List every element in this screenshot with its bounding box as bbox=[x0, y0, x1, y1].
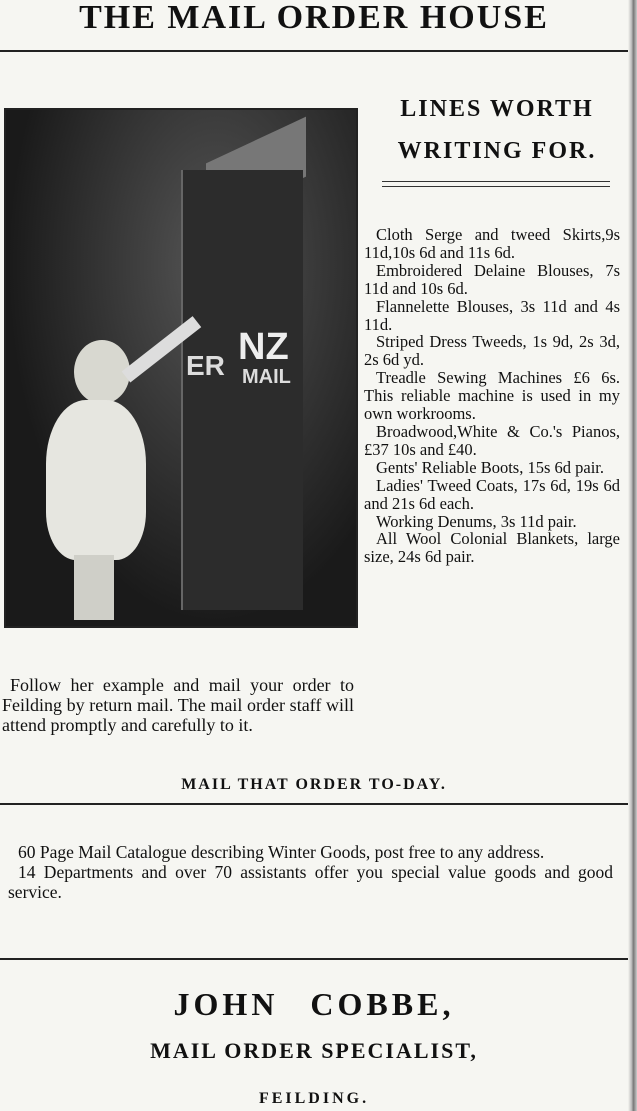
info-catalogue: 60 Page Mail Catalogue describing Winter Goods, post free to any address. bbox=[18, 842, 545, 862]
mailbox-sign-mail: MAIL bbox=[242, 366, 291, 388]
headline-rule bbox=[0, 50, 628, 52]
lines-heading-line1: LINES WORTH bbox=[400, 96, 594, 122]
lines-rule-bottom bbox=[382, 186, 610, 187]
list-item: Ladies' Tweed Coats, 17s 6d, 19s 6d and 21s 6d each. bbox=[364, 475, 620, 513]
list-item: All Wool Colonial Blankets, large size, 24s 6d pair. bbox=[364, 529, 620, 567]
girl-legs bbox=[74, 555, 114, 620]
list-item: Cloth Serge and tweed Skirts,9s 11d,10s 6d and 11s 6d. bbox=[364, 225, 620, 262]
info-block bbox=[8, 842, 613, 902]
list-item: Working Denums, 3s 11d pair. bbox=[376, 511, 577, 531]
lines-heading-line2: WRITING FOR. bbox=[397, 138, 597, 164]
merchant-title: MAIL ORDER SPECIALIST, bbox=[150, 1038, 478, 1063]
list-item: Striped Dress Tweeds, 1s 9d, 2s 3d, 2s 6d yd. bbox=[364, 332, 620, 370]
list-item: Flannelette Blouses, 3s 11d and 4s 11d. bbox=[364, 296, 620, 334]
girl-dress bbox=[46, 400, 146, 560]
mailbox bbox=[181, 170, 303, 610]
lines-rule-top bbox=[382, 181, 610, 182]
mailbox-sign-nz: NZ bbox=[238, 326, 289, 368]
merchant-town: FEILDING. bbox=[258, 1090, 370, 1107]
info-departments: 14 Departments and over 70 assistants offer you special value goods and good service. bbox=[8, 862, 613, 902]
list-item: Gents' Reliable Boots, 15s 6d pair. bbox=[376, 457, 604, 477]
info-rule bbox=[0, 958, 628, 960]
list-item: Embroidered Delaine Blouses, 7s 11d and 10s 6d. bbox=[364, 260, 620, 298]
merchant-name: JOHN COBBE, bbox=[173, 986, 455, 1022]
page-headline: THE MAIL ORDER HOUSE bbox=[79, 0, 549, 36]
photo-caption: Follow her example and mail your order to Feilding by return mail. The mail order staff will attend promptly and carefully to it. bbox=[2, 675, 354, 735]
girl-posting-letter-photo bbox=[4, 108, 358, 628]
call-to-action: MAIL THAT ORDER TO-DAY. bbox=[181, 776, 447, 793]
lines-heading bbox=[372, 88, 622, 172]
girl-figure bbox=[36, 340, 156, 620]
product-list bbox=[364, 226, 620, 566]
list-item: Treadle Sewing Machines £6 6s. This reliable machine is used in my own workrooms. bbox=[364, 368, 620, 424]
cta-rule bbox=[0, 803, 628, 805]
mailbox-sign-er: ER bbox=[186, 350, 225, 381]
list-item: Broadwood,White & Co.'s Pianos, £37 10s and £40. bbox=[364, 421, 620, 459]
page-edge bbox=[628, 0, 637, 1111]
